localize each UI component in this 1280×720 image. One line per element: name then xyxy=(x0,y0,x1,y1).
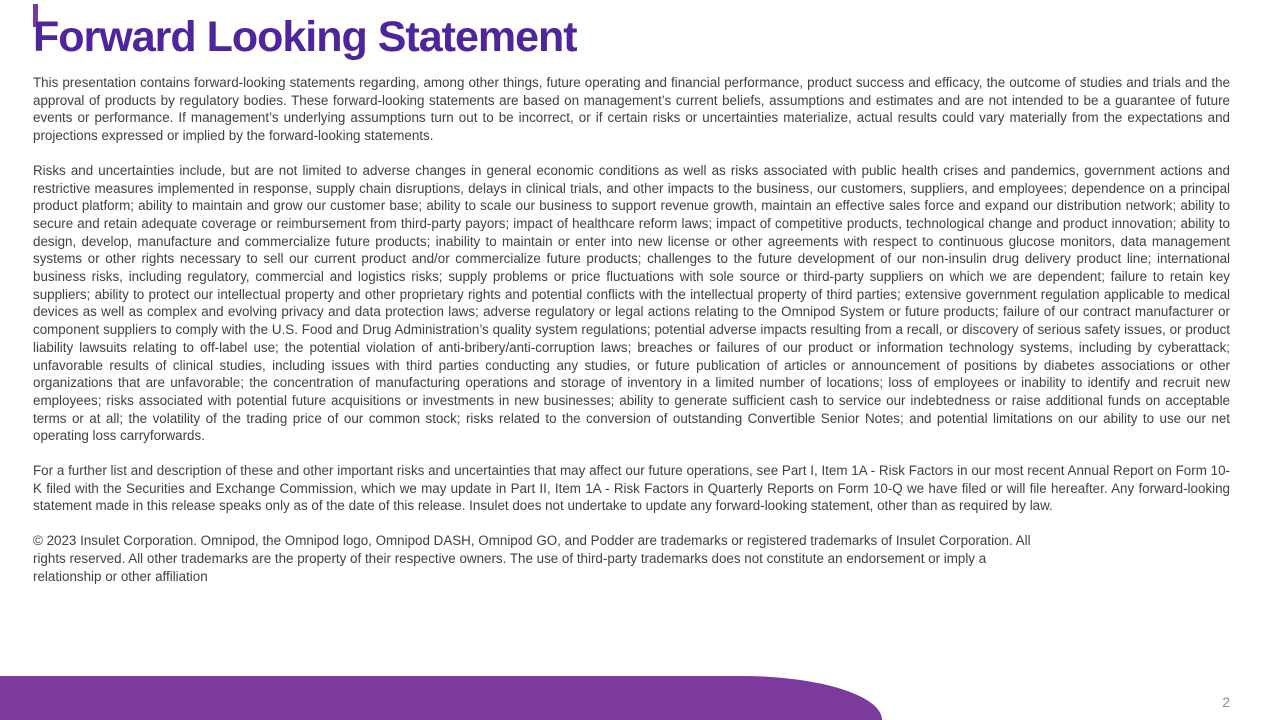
bottom-accent-shape xyxy=(0,676,882,720)
paragraph-risks-and-uncertainties: Risks and uncertainties include, but are not limited to adverse changes in general economic conditions as well as risks associated with public health crises and pandemics, government actions and restrictive measures implemented in response, supply chain disruptions, delays in clinical trials, and other impacts to the business, our customers, suppliers, and employees; dependence on a principal product platform; ability to maintain and grow our customer base; ability to scale our business to support revenue growth, maintain an effective sales force and expand our distribution network; ability to secure and retain adequate coverage or reimbursement from third-party payors; impact of healthcare reform laws; impact of competitive products, technological change and product innovation; ability to design, develop, manufacture and commercialize future products; inability to maintain or enter into new license or other agreements with respect to continuous glucose monitors, data management systems or other rights necessary to sell our current product and/or commercialize future products; challenges to the future development of our non-insulin drug delivery product line; international business risks, including regulatory, commercial and logistics risks; supply problems or price fluctuations with sole source or third-party suppliers on which we are dependent; failure to retain key suppliers; ability to protect our intellectual property and other proprietary rights and potential conflicts with the intellectual property of third parties; extensive government regulation applicable to medical devices as well as complex and evolving privacy and data protection laws; adverse regulatory or legal actions relating to the Omnipod System or future products; failure of our contract manufacturer or component suppliers to comply with the U.S. Food and Drug Administration’s quality system regulations; potential adverse impacts resulting from a recall, or discovery of serious safety issues, or product liability lawsuits relating to off-label use; the potential violation of anti-bribery/anti-corruption laws; breaches or failures of our product or information technology systems, including by cyberattack; unfavorable results of clinical studies, including issues with third parties conducting any studies, or future publication of articles or announcement of positions by diabetes associations or other organizations that are unfavorable; the concentration of manufacturing operations and storage of inventory in a limited number of locations; loss of employees or inability to identify and recruit new employees; risks associated with potential future acquisitions or investments in new businesses; ability to generate sufficient cash to service our indebtedness or raise additional funds on acceptable terms or at all; the volatility of the trading price of our common stock; risks related to the conversion of outstanding Convertible Senior Notes; and potential limitations on our ability to use our net operating loss carryforwards. xyxy=(33,162,1230,444)
paragraph-further-information: For a further list and description of these and other important risks and uncertainties that may affect our future operations, see Part I, Item 1A - Risk Factors in our most recent Annual Report on Form 10-K filed with the Securities and Exchange Commission, which we may update in Part II, Item 1A - Risk Factors in Quarterly Reports on Form 10-Q we have filed or will file hereafter. Any forward-looking statement made in this release speaks only as of the date of this release. Insulet does not undertake to update any forward-looking statement, other than as required by law. xyxy=(33,463,1230,514)
slide-body xyxy=(33,74,1230,585)
copyright-line-2: rights reserved. All other trademarks are the property of their respective owners. The use of third-party trademarks does not constitute an endorsement or imply a xyxy=(33,550,987,566)
page-number: 2 xyxy=(1222,694,1230,710)
paragraph-forward-looking-intro: This presentation contains forward-looking statements regarding, among other things, future operating and financial performance, product success and efficacy, the outcome of studies and trials and the approval of products by regulatory bodies. These forward-looking statements are based on management’s current beliefs, assumptions and estimates and are not intended to be a guarantee of future events or performance. If management’s underlying assumptions turn out to be incorrect, or if certain risks or uncertainties materialize, actual results could vary materially from the expectations and projections expressed or implied by the forward-looking statements. xyxy=(33,75,1230,144)
slide-title: Forward Looking Statement xyxy=(33,13,577,61)
copyright-line-1: © 2023 Insulet Corporation. Omnipod, the Omnipod logo, Omnipod DASH, Omnipod GO, and Podder are trademarks or registered trademarks of Insulet Corporation. All xyxy=(33,533,1031,549)
copyright-text xyxy=(33,532,1230,585)
copyright-line-3: relationship or other affiliation xyxy=(33,568,208,584)
